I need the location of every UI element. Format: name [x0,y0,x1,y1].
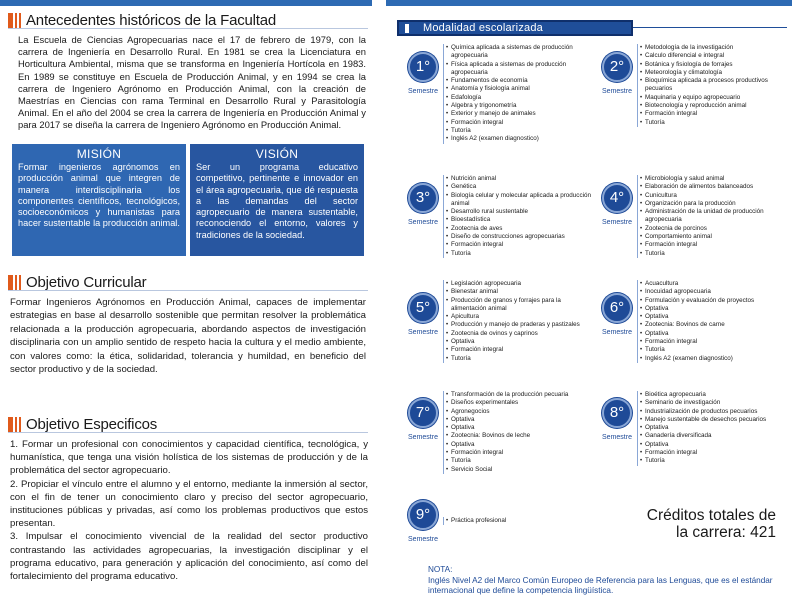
course-item: • Zootecnia: Bovinos de carne [640,321,785,329]
course-item: • Diseños experimentales [446,399,591,407]
semester-label: Semestre [602,219,632,226]
course-list-bar [443,175,444,258]
course-item: • Organización para la producción [640,200,785,208]
objetivo-especificos-list [8,438,368,583]
semester-badge [400,183,446,226]
course-item: • Optativa [446,424,591,432]
semester-badge [400,398,446,441]
course-item: • Inglés A2 (examen diagnostico) [640,355,785,363]
course-list-bar [637,44,638,127]
course-item: • Diseño de construcciones agropecuarias [446,233,591,241]
list-item: 2. Propiciar el vínculo entre el alumno y el entorno, mediante la inmersión al sector, con el fin de tener un conocimiento claro y preciso del sector agropecuario, instituciones públicas y privadas, así como los problemas productivos que estos presentan. [10,478,368,530]
semester-number: 1° [408,52,438,82]
divider [8,432,368,433]
course-item: • Comportamiento animal [640,233,785,241]
course-item: • Tutoría [640,119,785,127]
objetivo-especificos-heading [8,414,368,434]
course-item: • Optativa [640,441,785,449]
course-item: • Industrialización de productos pecuarios [640,408,785,416]
course-item: • Manejo sustentable de desechos pecuarios [640,416,785,424]
course-list [446,175,591,258]
course-item: • Calculo diferencial e integral [640,52,785,60]
top-decor-strip-left [0,0,372,6]
course-item: • Anatomía y fisiología animal [446,85,591,93]
nota [428,565,778,597]
semester-badge [400,293,446,336]
section-marker-icon [8,13,21,28]
course-list-bar [443,517,444,525]
nota-text: Inglés Nivel A2 del Marco Común Europeo de Referencia para las Lenguas, que es el estándar internacional que define la competencia lingüística. [428,575,773,596]
course-list-bar [637,175,638,258]
mision-text: Formar ingenieros agrónomos en producción animal que integren de manera interdisciplinaria los componentes científicos, tecnológicos, socioeconómicos y humanistas para hacer sustentable la producción animal. [18,162,180,229]
creditos-line1: Créditos totales de [646,507,776,524]
course-item: • Química aplicada a sistemas de producción agropecuaria [446,44,591,61]
course-item: • Biotecnología y reproducción animal [640,102,785,110]
course-list-bar [443,44,444,144]
semester-badge [594,52,640,95]
creditos-line2: la carrera: 421 [676,524,776,541]
course-item: • Optativa [640,305,785,313]
modalidad-header [397,20,633,36]
list-item: 1. Formar un profesional con conocimientos y capacidad científica, tecnológica, y humanística, que tenga una visión holística de los sistemas de producción y de la problemática del sector agropecuario. [10,439,368,477]
top-decor-strip-right [386,0,792,6]
course-item: • Bioquímica aplicada a procesos productivos pecuarios [640,77,785,94]
course-list-bar [637,391,638,466]
course-item: • Zootecnia de aves [446,225,591,233]
course-item: • Tutoría [446,127,591,135]
course-item: • Producción y manejo de praderas y pastizales [446,321,591,329]
course-item: • Optativa [446,338,591,346]
course-item: • Botánica y fisiología de forrajes [640,61,785,69]
course-item: • Administración de la unidad de producción agropecuaria [640,208,785,225]
semester-badge [594,183,640,226]
course-list [446,391,591,474]
course-item: • Optativa [446,416,591,424]
course-item: • Elaboración de alimentos balanceados [640,183,785,191]
antecedentes-title: Antecedentes históricos de la Facultad [26,11,277,29]
objetivo-especificos-section [8,414,368,583]
course-item: • Genética [446,183,591,191]
course-item: • Inglés A2 (examen diagnostico) [446,135,591,143]
semester-badge [594,398,640,441]
objetivo-curricular-section [8,272,368,376]
course-item: • Cunicultura [640,192,785,200]
course-item: • Agronegocios [446,408,591,416]
divider [8,290,368,291]
course-item: • Legislación agropecuaria [446,280,591,288]
semester-badge [594,293,640,336]
vision-text: Ser un programa educativo competitivo, pertinente e innovador en el área agropecuaria, que dé respuesta a las demandas del sector agropecuario de manera sustentable, reconociendo el entorno, valores y tradiciones de la sociedad. [196,162,358,240]
course-item: • Formación integral [446,119,591,127]
nota-title: NOTA: [428,565,453,574]
course-item: • Exterior y manejo de animales [446,110,591,118]
course-list [446,280,591,363]
course-list-bar [443,280,444,363]
course-item: • Maquinaria y equipo agropecuario [640,94,785,102]
semester-label: Semestre [408,88,438,95]
course-item: • Nutrición animal [446,175,591,183]
course-item: • Optativa [640,313,785,321]
course-item: • Seminario de investigación [640,399,785,407]
mision-box [12,144,186,256]
antecedentes-text: La Escuela de Ciencias Agropecuarias nace el 17 de febrero de 1979, con la carrera de Ingeniería en Desarrollo Rural. En 1981 se crea la Licenciatura en Horticultura Ambiental, misma que se transforma en Ingeniería Hortícola en 1983. En 1989 se constituye en Escuela de Producción Animal, y en 1994 se crea la carrera de Ingeniero Agrónomo en Producción Animal, con la creación de Maestrías en Ciencias con rama Terminal en Desarrollo Rural y Parasitología Animal. En el año del 2004 se crea la carrera de Ingeniería en Producción Animal y para 2017 se diseña la carrera de Ingeniero Agrónomo en Producción Animal. [18,34,366,131]
course-item: • Formación integral [640,449,785,457]
semester-label: Semestre [602,88,632,95]
semester-label: Semestre [408,434,438,441]
course-item: • Fundamentos de economía [446,77,591,85]
course-item: • Optativa [446,441,591,449]
course-item: • Ganadería diversificada [640,432,785,440]
course-item: • Zootecnia: Bovinos de leche [446,432,591,440]
course-list [640,391,785,466]
course-item: • Servicio Social [446,466,591,474]
objetivo-especificos-title: Objetivo Especificos [26,415,158,433]
course-item: • Bienestar animal [446,288,591,296]
course-item: • Formación integral [640,110,785,118]
course-item: • Física aplicada a sistemas de producción agropecuaria [446,61,591,78]
vision-title: VISIÓN [255,147,299,161]
course-item: • Edafología [446,94,591,102]
course-item: • Optativa [640,424,785,432]
semester-number: 3° [408,183,438,213]
semester-number: 7° [408,398,438,428]
divider [633,27,787,28]
course-item: • Metodología de la investigación [640,44,785,52]
semester-badge [400,52,446,95]
objetivo-curricular-heading [8,272,368,292]
course-item: • Formación integral [446,449,591,457]
semester-number: 2° [602,52,632,82]
course-item: • Zootecnia de porcinos [640,225,785,233]
course-list-bar [443,391,444,474]
course-item: • Tutoría [640,457,785,465]
course-list-bar [637,280,638,363]
semester-label: Semestre [408,219,438,226]
course-item: • Apicultura [446,313,591,321]
course-item: • Acuacultura [640,280,785,288]
semester-number: 9° [408,500,438,530]
course-item: • Formación integral [446,346,591,354]
course-item: • Formación integral [446,241,591,249]
semester-label: Semestre [408,329,438,336]
list-item: 3. Impulsar el conocimiento vivencial de la realidad del sector productivo contrastando las actividades agropecuarias, la investigación disciplinar y el programa educativo, para generación y aplicación del conocimiento, así como del fortalecimiento del programa educativo. [10,531,368,583]
semester-number: 4° [602,183,632,213]
course-list [640,44,785,127]
course-item: • Zootecnia de ovinos y caprinos [446,330,591,338]
course-item: • Tutoría [640,346,785,354]
semester-label: Semestre [408,536,438,543]
course-item: • Tutoría [446,250,591,258]
course-item: • Formación integral [640,338,785,346]
semester-number: 5° [408,293,438,323]
semester-badge [400,500,446,543]
course-item: • Práctica profesional [446,517,591,525]
course-list [446,517,591,525]
course-item: • Desarrollo rural sustentable [446,208,591,216]
vision-box [190,144,364,256]
course-item: • Biología celular y molecular aplicada a producción animal [446,192,591,209]
mision-title: MISIÓN [76,147,122,161]
course-item: • Microbiología y salud animal [640,175,785,183]
semester-label: Semestre [602,434,632,441]
course-item: • Bioética agropecuaria [640,391,785,399]
course-list [446,44,591,144]
antecedentes-heading [8,10,368,30]
mission-vision-block [12,144,364,256]
course-item: • Tutoría [446,355,591,363]
section-marker-icon [8,417,21,432]
header-marker-icon [405,24,409,33]
course-item: • Producción de granos y forrajes para la alimentación animal [446,297,591,314]
modalidad-title: Modalidad escolarizada [423,22,543,34]
course-item: • Inocuidad agropecuaria [640,288,785,296]
course-item: • Tutoría [446,457,591,465]
creditos-totales [636,507,776,541]
semester-number: 8° [602,398,632,428]
divider [8,28,368,29]
course-item: • Formación integral [640,241,785,249]
course-list [640,280,785,363]
objetivo-curricular-text: Formar Ingenieros Agrónomos en Producción Animal, capaces de implementar estrategias en base al desarrollo sostenible que permitan resolver la problemática relacionada a la producción agropecuaria, abordando aspectos de investigación disciplinaria con un amplio sentido de respeto hacia la cultura y el medio ambiente, con valores como: la ética, solidaridad, tolerancia y humildad, en beneficio del sector productivo y de la sociedad. [10,297,366,376]
semester-number: 6° [602,293,632,323]
course-item: • Formulación y evaluación de proyectos [640,297,785,305]
semester-label: Semestre [602,329,632,336]
course-item: • Meteorología y climatología [640,69,785,77]
course-item: • Tutoría [640,250,785,258]
course-item: • Transformación de la producción pecuaria [446,391,591,399]
course-item: • Optativa [640,330,785,338]
section-marker-icon [8,275,21,290]
course-item: • Algebra y trigonometría [446,102,591,110]
course-list [640,175,785,258]
course-item: • Bioestadística [446,216,591,224]
objetivo-curricular-title: Objetivo Curricular [26,273,147,291]
